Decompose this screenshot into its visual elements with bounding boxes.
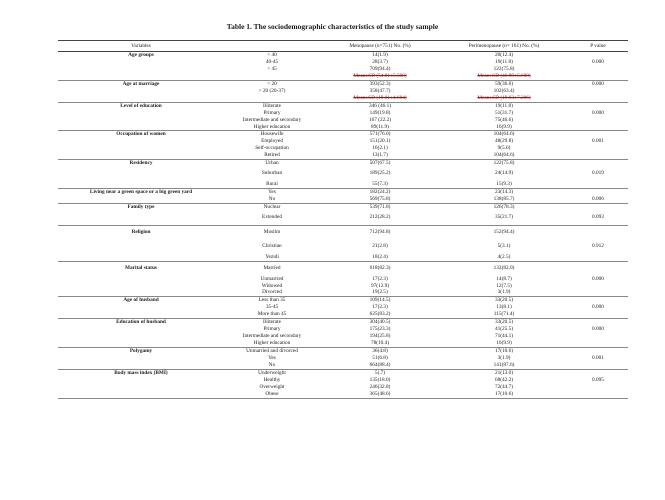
perimenopause-cell: 9(5.6): [497, 145, 511, 152]
p-value-cell: [568, 348, 628, 355]
table-row: [58, 384, 628, 391]
p-value-cell: [568, 391, 628, 398]
variable-cell: [58, 355, 224, 362]
variable-cell: [58, 110, 224, 117]
menopause-cell: 393(52.3): [320, 80, 440, 87]
p-value-cell: [568, 145, 628, 152]
category-cell: Yes: [268, 355, 276, 362]
variable-cell: [58, 304, 224, 311]
perimenopause-cell: 59(36.6): [440, 80, 568, 87]
menopause-cell: 365(48.6): [320, 391, 440, 398]
p-value-cell: [568, 225, 628, 239]
table-row: [58, 160, 628, 167]
variable-cell: [58, 391, 224, 398]
p-value-cell: 0.000: [592, 58, 604, 65]
menopause-cell: 135(18.0): [369, 376, 391, 383]
table-row: [58, 377, 628, 384]
variable-cell: [58, 289, 224, 296]
variable-cell: [58, 340, 224, 347]
menopause-cell: Mean±SD (19.01±4.684): [353, 94, 407, 101]
variable-cell: [58, 73, 224, 80]
p-value-cell: [568, 340, 628, 347]
table-row: [58, 204, 628, 211]
header-p-value: P value: [568, 41, 628, 52]
variable-cell: [58, 167, 224, 181]
table-row: [58, 311, 628, 318]
p-value-cell: 0.000: [592, 275, 604, 282]
category-cell: Primary: [263, 326, 281, 333]
table-row: [58, 88, 628, 95]
table-row: [58, 167, 628, 181]
menopause-cell: 17(2.3): [372, 275, 388, 282]
menopause-cell: 13(1.7): [372, 152, 388, 159]
menopause-cell: 189(25.2): [369, 170, 391, 177]
p-value-cell: [568, 131, 628, 138]
variable-cell: Marital status: [58, 261, 224, 275]
header-variables: Variables: [58, 41, 224, 52]
p-value-cell: [568, 88, 628, 95]
variable-cell: [58, 377, 224, 384]
table-header: [58, 41, 628, 52]
perimenopause-cell: 138(85.7): [493, 196, 515, 203]
category-cell: Overweight: [259, 383, 285, 390]
variable-cell: Age groups: [58, 52, 224, 59]
category-cell: Extended: [261, 213, 282, 220]
menopause-cell: 109(14.5): [320, 297, 440, 304]
perimenopause-cell: 126(78.3): [440, 204, 568, 211]
variable-cell: [58, 66, 224, 73]
category-cell: Unmarried and divorced: [224, 348, 320, 355]
perimenopause-cell: 48(29.8): [494, 138, 514, 145]
menopause-cell: 19(2.5): [372, 289, 388, 296]
variable-cell: [58, 88, 224, 95]
perimenopause-cell: 132(82.0): [440, 261, 568, 275]
perimenopause-cell: 102(63.4): [493, 87, 515, 94]
variable-cell: Education of husband: [58, 319, 224, 326]
category-cell: Yes: [224, 189, 320, 196]
menopause-cell: Mean±SD (54.81±5.590): [353, 72, 407, 79]
p-value-cell: 0.000: [592, 109, 604, 116]
menopause-cell: 21(2.8): [372, 242, 388, 249]
table-row: [58, 189, 628, 196]
perimenopause-cell: 21(13.0): [440, 369, 568, 376]
perimenopause-cell: 23(14.3): [440, 189, 568, 196]
variable-cell: [58, 211, 224, 225]
p-value-cell: [568, 261, 628, 275]
table-row: [58, 297, 628, 304]
category-cell: [224, 73, 320, 80]
menopause-cell: 151(20.1): [369, 138, 391, 145]
category-cell: Married: [224, 261, 320, 275]
variable-cell: [58, 59, 224, 66]
menopause-cell: 175(23.3): [369, 326, 391, 333]
menopause-cell: 16(2.1): [372, 145, 388, 152]
perimenopause-cell: 19(11.8): [495, 58, 513, 65]
perimenopause-cell: 41(25.5): [494, 326, 514, 333]
variable-cell: Family type: [58, 204, 224, 211]
p-value-cell: 0.001: [592, 355, 604, 362]
perimenopause-cell: 17(10.6): [440, 391, 568, 398]
variable-cell: [58, 311, 224, 318]
category-cell: Self-occupation: [255, 145, 289, 152]
p-value-cell: [568, 283, 628, 290]
p-value-cell: [568, 333, 628, 340]
perimenopause-cell: 75(46.6): [494, 116, 514, 123]
category-cell: Rural: [266, 181, 278, 188]
p-value-cell: [568, 152, 628, 159]
p-value-cell: [568, 102, 628, 109]
category-cell: Divorced: [262, 289, 282, 296]
p-value-cell: [568, 254, 628, 261]
category-cell: No: [268, 196, 276, 203]
p-value-cell: [568, 204, 628, 211]
header-menopause: Menopause (n=751) No. (%): [320, 41, 440, 52]
category-cell: Higher education: [253, 340, 291, 347]
variable-cell: [58, 384, 224, 391]
table-row: [58, 152, 628, 159]
table-row: [58, 348, 628, 355]
menopause-cell: 507(67.5): [320, 160, 440, 167]
table-row: [58, 211, 628, 225]
menopause-cell: 182(24.2): [320, 189, 440, 196]
sociodemographic-table: [58, 40, 628, 399]
variable-cell: [58, 276, 224, 283]
table-row: [58, 333, 628, 340]
table-row: [58, 240, 628, 254]
variable-cell: Polygamy: [58, 348, 224, 355]
variable-cell: [58, 326, 224, 333]
table-row: [58, 369, 628, 376]
p-value-cell: 0.093: [592, 213, 604, 220]
menopause-cell: 5(.7): [320, 369, 440, 376]
menopause-cell: 28(3.7): [372, 58, 388, 65]
table-row: [58, 254, 628, 261]
category-cell: Healthy: [263, 376, 281, 383]
p-value-cell: 0.000: [568, 80, 628, 87]
p-value-cell: [568, 95, 628, 102]
category-cell: Nuclear: [224, 204, 320, 211]
table-row: [58, 362, 628, 369]
menopause-cell: 194(25.8): [369, 333, 391, 340]
menopause-cell: 55(7.3): [372, 181, 388, 188]
category-cell: More than 45: [257, 311, 287, 318]
menopause-cell: 167 (22.2): [368, 116, 392, 123]
menopause-cell: 18(2.4): [372, 253, 388, 260]
table-row: [58, 196, 628, 203]
variable-cell: Age at marriage: [58, 80, 224, 87]
perimenopause-cell: Mean±SD (19.63±7.206): [477, 94, 531, 101]
menopause-cell: 78(10.4): [370, 340, 390, 347]
perimenopause-cell: 122(75.8): [493, 65, 515, 72]
menopause-cell: 346 (46.1): [320, 102, 440, 109]
p-value-cell: [568, 52, 628, 59]
menopause-cell: 36(4.8): [320, 348, 440, 355]
perimenopause-cell: 3(1.9): [497, 289, 511, 296]
menopause-cell: 14(1.9): [320, 52, 440, 59]
category-cell: Unmarried: [260, 275, 284, 282]
p-value-cell: 0.001: [592, 138, 604, 145]
perimenopause-cell: 115(71.4): [493, 311, 515, 318]
p-value-cell: 0.006: [592, 196, 604, 203]
table-row: [58, 59, 628, 66]
category-cell: Christian: [262, 242, 282, 249]
perimenopause-cell: 122(75.8): [440, 160, 568, 167]
table-row: [58, 276, 628, 283]
menopause-cell: 304(40.5): [320, 319, 440, 326]
category-cell: Yezidi: [265, 253, 279, 260]
menopause-cell: 712(94.8): [320, 225, 440, 239]
p-value-cell: [568, 289, 628, 296]
table-row: [58, 181, 628, 188]
table-row: [58, 340, 628, 347]
perimenopause-cell: 3(1.9): [497, 355, 511, 362]
perimenopause-cell: 33(20.5): [440, 297, 568, 304]
perimenopause-cell: 16(9.9): [496, 123, 512, 130]
p-value-cell: 0.000: [592, 304, 604, 311]
p-value-cell: [568, 319, 628, 326]
variable-cell: [58, 124, 224, 131]
variable-cell: Residency: [58, 160, 224, 167]
table-row: [58, 73, 628, 80]
variable-cell: [58, 181, 224, 188]
category-cell: Intermediate and secondary: [242, 333, 302, 340]
category-cell: Suburban: [261, 170, 283, 177]
header-perimenopause: Perimenopause (n= 161) No. (%): [440, 41, 568, 52]
p-value-cell: [568, 124, 628, 131]
category-cell: Intermediate and secondary: [242, 116, 302, 123]
p-value-cell: [568, 73, 628, 80]
variable-cell: [58, 196, 224, 203]
category-cell: > 20 (20-37): [258, 87, 286, 94]
category-cell: Higher education: [253, 123, 291, 130]
table-title: Table 1. The sociodemographic characteristics of the study sample: [226, 22, 439, 31]
header-row: [58, 41, 628, 52]
table-row: [58, 319, 628, 326]
table-row: [58, 145, 628, 152]
menopause-cell: 89(11.9): [371, 123, 389, 130]
perimenopause-cell: 19(11.8): [440, 102, 568, 109]
menopause-cell: 664(88.4): [369, 361, 391, 368]
variable-cell: [58, 138, 224, 145]
p-value-cell: [568, 117, 628, 124]
category-cell: Housewife: [224, 131, 320, 138]
perimenopause-cell: 14(8.7): [496, 275, 512, 282]
table-row: [58, 95, 628, 102]
variable-cell: [58, 333, 224, 340]
p-value-cell: [568, 362, 628, 369]
menopause-cell: 212(28.2): [369, 213, 391, 220]
menopause-cell: 358(47.7): [369, 87, 391, 94]
header-category: [224, 41, 320, 52]
p-value-cell: [568, 189, 628, 196]
category-cell: < 40: [224, 52, 320, 59]
category-cell: No: [268, 361, 276, 368]
variable-cell: Occupation of women: [58, 131, 224, 138]
perimenopause-cell: 16(9.9): [496, 340, 512, 347]
category-cell: Obese: [224, 391, 320, 398]
perimenopause-cell: 17(10.6): [440, 348, 568, 355]
table-row: [58, 102, 628, 109]
table-row: [58, 117, 628, 124]
table-row: [58, 261, 628, 275]
perimenopause-cell: 104(64.6): [440, 131, 568, 138]
variable-cell: [58, 145, 224, 152]
perimenopause-cell: 4(2.5): [497, 253, 511, 260]
p-value-cell: 0.095: [592, 376, 604, 383]
category-cell: > 45: [267, 65, 277, 72]
table-row: [58, 138, 628, 145]
table-row: [58, 326, 628, 333]
table-body: [58, 52, 628, 399]
table-row: [58, 283, 628, 290]
perimenopause-cell: 35(21.7): [494, 213, 514, 220]
category-cell: < 20: [224, 80, 320, 87]
perimenopause-cell: 152(94.4): [440, 225, 568, 239]
table-row: [58, 391, 628, 398]
table-row: [58, 80, 628, 87]
perimenopause-cell: 12(7.5): [496, 282, 512, 289]
perimenopause-cell: 5(3.1): [497, 242, 511, 249]
variable-cell: Living near a green space or a big green yard: [58, 189, 224, 196]
category-cell: Less than 35: [224, 297, 320, 304]
variable-cell: Religion: [58, 225, 224, 239]
perimenopause-cell: 51(31.7): [494, 109, 514, 116]
menopause-cell: 625(83.2): [369, 311, 391, 318]
category-cell: Illiterate: [224, 102, 320, 109]
variable-cell: Body mass index (BMI): [58, 369, 224, 376]
menopause-cell: 97(12.9): [370, 282, 390, 289]
menopause-cell: 246(32.8): [369, 383, 391, 390]
perimenopause-cell: 141(87.6): [493, 361, 515, 368]
menopause-cell: 569(75.8): [369, 196, 391, 203]
category-cell: Underweight: [224, 369, 320, 376]
table-row: [58, 225, 628, 239]
perimenopause-cell: 68(42.2): [494, 376, 514, 383]
menopause-cell: 571(76.0): [320, 131, 440, 138]
variable-cell: [58, 283, 224, 290]
table-row: [58, 355, 628, 362]
variable-cell: [58, 117, 224, 124]
menopause-cell: 618(82.3): [320, 261, 440, 275]
category-cell: Primary: [263, 109, 281, 116]
perimenopause-cell: 104(64.6): [493, 152, 515, 159]
table-row: [58, 52, 628, 59]
menopause-cell: 149(19.8): [369, 109, 391, 116]
p-value-cell: 0.000: [592, 326, 604, 333]
variable-cell: [58, 152, 224, 159]
p-value-cell: [568, 297, 628, 304]
menopause-cell: 539(71.8): [320, 204, 440, 211]
table-row: [58, 66, 628, 73]
p-value-cell: [568, 384, 628, 391]
variable-cell: Age of husband: [58, 297, 224, 304]
table-row: [58, 131, 628, 138]
variable-cell: Level of education: [58, 102, 224, 109]
p-value-cell: [568, 160, 628, 167]
table-row: [58, 110, 628, 117]
variable-cell: [58, 254, 224, 261]
category-cell: Illiterate: [224, 319, 320, 326]
category-cell: 40-45: [265, 58, 279, 65]
table-row: [58, 124, 628, 131]
perimenopause-cell: 24(14.9): [494, 170, 514, 177]
menopause-cell: 17(2.3): [372, 304, 388, 311]
perimenopause-cell: Mean±SD (46.99±5.688): [477, 72, 531, 79]
menopause-cell: 709(94.4): [369, 65, 391, 72]
variable-cell: [58, 240, 224, 254]
perimenopause-cell: 20(12.4): [440, 52, 568, 59]
menopause-cell: 51(6.8): [372, 355, 388, 362]
perimenopause-cell: 71(44.1): [494, 333, 514, 340]
category-cell: Widowed: [261, 282, 283, 289]
category-cell: 35-45: [265, 304, 279, 311]
category-cell: Urban: [224, 160, 320, 167]
category-cell: Retired: [264, 152, 280, 159]
p-value-cell: [568, 66, 628, 73]
variable-cell: [58, 362, 224, 369]
p-value-cell: 0.019: [592, 170, 604, 177]
p-value-cell: [568, 311, 628, 318]
perimenopause-cell: 15(9.3): [496, 181, 512, 188]
p-value-cell: [568, 369, 628, 376]
table-row: [58, 289, 628, 296]
perimenopause-cell: 33(20.5): [440, 319, 568, 326]
p-value-cell: [568, 181, 628, 188]
p-value-cell: 0.912: [592, 242, 604, 249]
category-cell: [224, 95, 320, 102]
category-cell: Employed: [261, 138, 283, 145]
variable-cell: [58, 95, 224, 102]
perimenopause-cell: 72(44.7): [494, 383, 514, 390]
perimenopause-cell: 13(8.1): [496, 304, 512, 311]
category-cell: Muslim: [224, 225, 320, 239]
table-row: [58, 304, 628, 311]
